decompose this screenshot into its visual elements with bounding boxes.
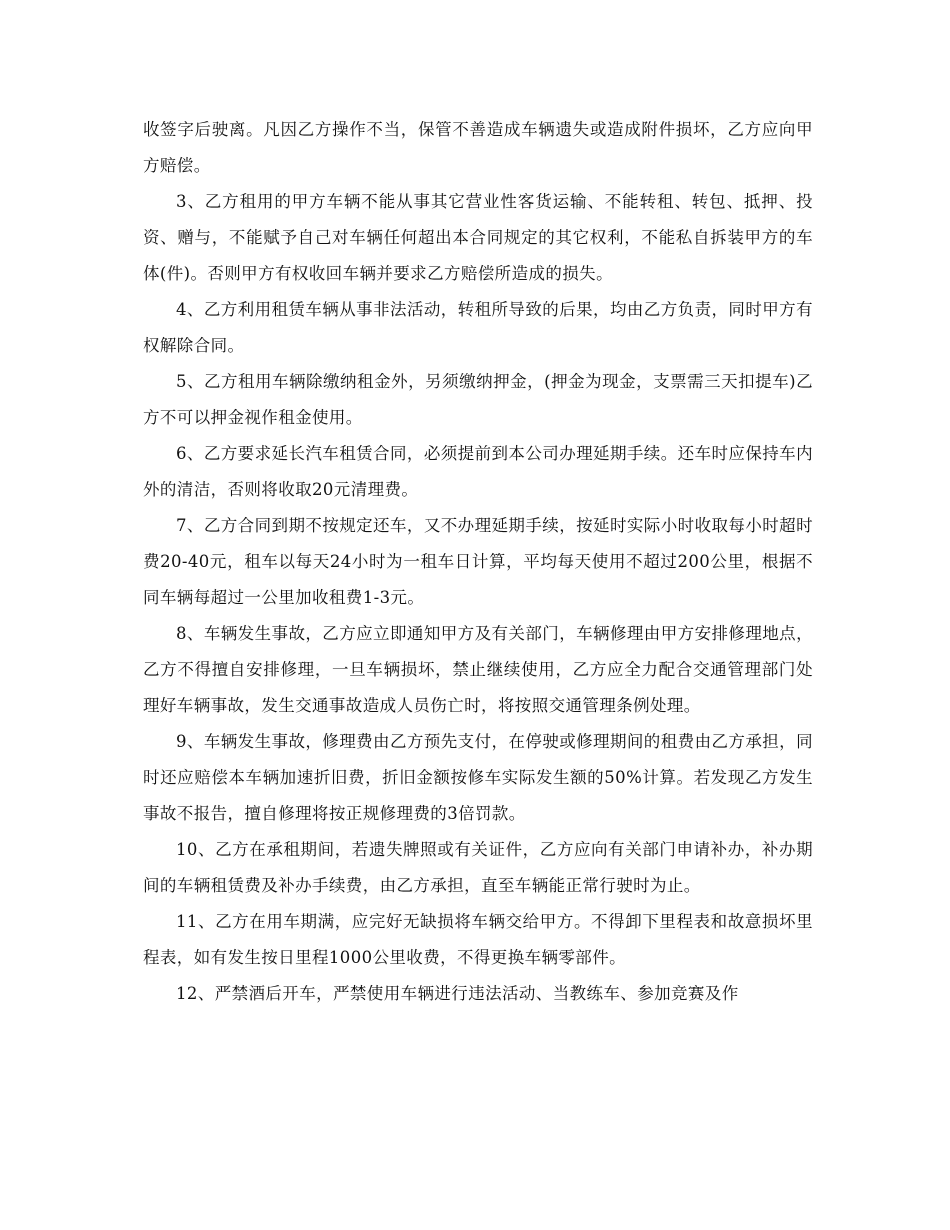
paragraph-9: 10、乙方在承租期间，若遗失牌照或有关证件，乙方应向有关部门申请补办，补办期间的车辆租赁费及补办手续费，由乙方承担，直至车辆能正常行驶时为止。 bbox=[143, 840, 813, 895]
paragraph-8: 9、车辆发生事故，修理费由乙方预先支付，在停驶或修理期间的租费由乙方承担，同时还应赔偿本车辆加速折旧费，折旧金额按修车实际发生额的50%计算。若发现乙方发生事故不报告，擅自修理将按正规修理费的3倍罚款。 bbox=[143, 732, 813, 823]
paragraph-2: 3、乙方租用的甲方车辆不能从事其它营业性客货运输、不能转租、转包、抵押、投资、赠与，不能赋予自己对车辆任何超出本合同规定的其它权利，不能私自拆装甲方的车体(件)。否则甲方有权收回车辆并要求乙方赔偿所造成的损失。 bbox=[143, 192, 813, 283]
paragraph-11: 12、严禁酒后开车，严禁使用车辆进行违法活动、当教练车、参加竞赛及作 bbox=[176, 984, 739, 1003]
paragraph-10: 11、乙方在用车期满，应完好无缺损将车辆交给甲方。不得卸下里程表和故意损坏里程表，如有发生按日里程1000公里收费，不得更换车辆零部件。 bbox=[143, 912, 813, 967]
document-body bbox=[143, 112, 813, 1012]
paragraph-5: 6、乙方要求延长汽车租赁合同，必须提前到本公司办理延期手续。还车时应保持车内外的清洁，否则将收取20元清理费。 bbox=[143, 444, 813, 499]
paragraph-7: 8、车辆发生事故，乙方应立即通知甲方及有关部门，车辆修理由甲方安排修理地点，乙方不得擅自安排修理，一旦车辆损坏，禁止继续使用，乙方应全力配合交通管理部门处理好车辆事故，发生交通事故造成人员伤亡时，将按照交通管理条例处理。 bbox=[143, 624, 813, 715]
paragraph-6: 7、乙方合同到期不按规定还车，又不办理延期手续，按延时实际小时收取每小时超时费20-40元，租车以每天24小时为一租车日计算，平均每天使用不超过200公里，根据不同车辆每超过一公里加收租费1-3元。 bbox=[143, 516, 813, 607]
paragraph-3: 4、乙方利用租赁车辆从事非法活动，转租所导致的后果，均由乙方负责，同时甲方有权解除合同。 bbox=[143, 300, 813, 355]
paragraph-4: 5、乙方租用车辆除缴纳租金外，另须缴纳押金，(押金为现金，支票需三天扣提车)乙方不可以押金视作租金使用。 bbox=[143, 372, 813, 427]
paragraph-1: 收签字后驶离。凡因乙方操作不当，保管不善造成车辆遗失或造成附件损坏，乙方应向甲方赔偿。 bbox=[143, 120, 813, 175]
